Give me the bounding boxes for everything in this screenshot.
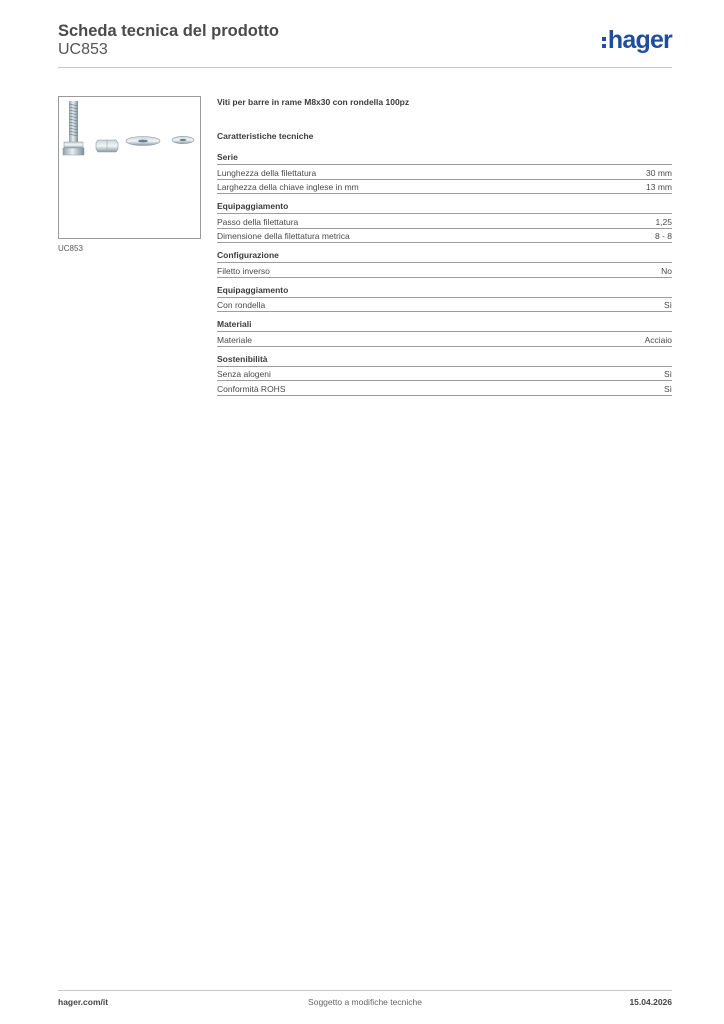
spec-value: Sì: [663, 369, 672, 379]
spec-label: Senza alogeni: [217, 369, 271, 379]
header-divider: [58, 67, 672, 68]
product-specs: [217, 96, 672, 396]
spec-label: Conformità ROHS: [217, 383, 286, 394]
spec-group: [217, 347, 672, 396]
spec-group-title: Configurazione: [217, 243, 672, 263]
spec-row: [217, 214, 672, 229]
spec-value: Acciaio: [644, 334, 672, 345]
washer-icon: [126, 137, 160, 146]
spec-label: Larghezza della chiave inglese in mm: [217, 182, 359, 192]
spec-label: Passo della filettatura: [217, 216, 299, 227]
spec-group-title: Equipaggiamento: [217, 278, 672, 298]
spec-label: Materiale: [217, 334, 252, 345]
spec-value: Sì: [663, 383, 672, 394]
product-name: Viti per barre in rame M8x30 con rondella 100pz: [217, 97, 410, 107]
spec-label: Lunghezza della filettatura: [217, 167, 317, 178]
spec-row: [217, 165, 672, 180]
spec-row: [217, 367, 672, 382]
document-header: [58, 20, 672, 68]
spec-row: [217, 229, 672, 244]
spec-group: [217, 278, 672, 313]
spec-label: Dimensione della filettatura metrica: [217, 231, 350, 241]
document-footer: [58, 997, 672, 1011]
spec-group: [217, 243, 672, 278]
footer-divider: [58, 990, 672, 991]
spec-group-title: Equipaggiamento: [217, 194, 672, 214]
spec-label: Con rondella: [217, 300, 266, 310]
page-title: Scheda tecnica del prodotto: [58, 22, 279, 40]
spec-group-title: Sostenibilità: [217, 347, 672, 367]
footer-date: 15.04.2026: [629, 997, 672, 1007]
product-image: [58, 96, 201, 239]
spec-row: [217, 332, 672, 347]
spec-value: 30 mm: [646, 167, 672, 178]
spec-row: [217, 381, 672, 396]
spec-label: Filetto inverso: [217, 265, 270, 276]
spec-value: 8 - 8: [654, 231, 672, 241]
spec-groups: [217, 145, 672, 396]
nut-icon: [96, 140, 118, 152]
spec-value: No: [661, 265, 672, 276]
spec-value: 1,25: [655, 216, 672, 227]
small-washer-icon: [172, 136, 194, 143]
spec-group: [217, 312, 672, 347]
spec-group-title: Serie: [217, 145, 672, 165]
screw-icon: [63, 101, 84, 155]
footer-notice: Soggetto a modifiche tecniche: [308, 997, 422, 1007]
product-code: UC853: [58, 41, 108, 58]
logo-text: hager: [607, 26, 672, 54]
spec-value: 13 mm: [646, 182, 672, 192]
spec-group: [217, 145, 672, 194]
spec-value: Sì: [663, 300, 672, 310]
footer-website: hager.com/it: [58, 997, 109, 1007]
section-heading: Caratteristiche tecniche: [217, 131, 314, 141]
spec-group: [217, 194, 672, 243]
logo-dots-icon: [602, 37, 606, 48]
spec-row: [217, 298, 672, 313]
image-caption: UC853: [58, 244, 83, 253]
hager-logo: [602, 28, 672, 53]
screw-nut-washer-illustration: [59, 97, 200, 238]
spec-row: [217, 263, 672, 278]
spec-group-title: Materiali: [217, 312, 672, 332]
spec-row: [217, 180, 672, 195]
